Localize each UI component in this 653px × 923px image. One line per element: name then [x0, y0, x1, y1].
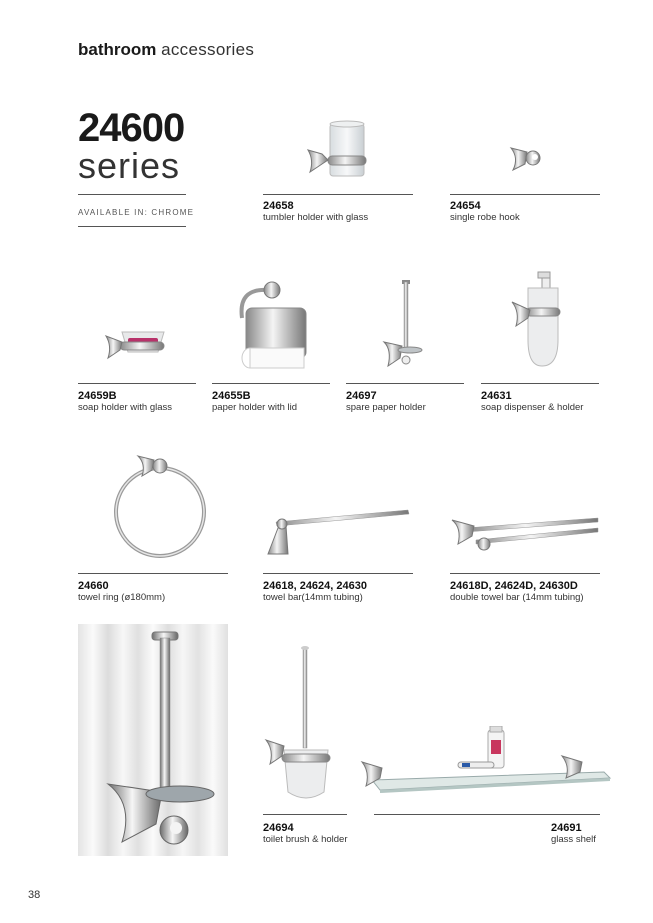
product-code-24654: 24654	[450, 200, 481, 212]
product-code-24659B: 24659B	[78, 390, 117, 402]
tumbler-holder-image	[300, 118, 380, 188]
rule-24618	[263, 573, 413, 574]
product-name-24654: single robe hook	[450, 212, 520, 223]
product-name-24660: towel ring (ø180mm)	[78, 592, 166, 603]
product-code-24691: 24691	[551, 822, 582, 834]
header-light: accessories	[161, 40, 255, 59]
product-code-24618D: 24618D, 24624D, 24630D	[450, 580, 578, 592]
rule-24691	[374, 814, 600, 815]
rule-24631	[481, 383, 599, 384]
rule-24658	[263, 194, 413, 195]
robe-hook-image	[505, 140, 545, 174]
series-word: series	[78, 145, 181, 186]
paper-holder-image	[228, 278, 312, 374]
glass-shelf-image	[358, 726, 612, 796]
rule-24655B	[212, 383, 330, 384]
toilet-brush-image	[264, 642, 344, 808]
towel-bar-image	[264, 504, 414, 558]
product-name-24631: soap dispenser & holder	[481, 402, 584, 413]
product-code-24631: 24631	[481, 390, 512, 402]
rule-24654	[450, 194, 600, 195]
product-name-24618D: double towel bar (14mm tubing)	[450, 592, 584, 603]
rule-24659B	[78, 383, 196, 384]
series-number: 24600	[78, 106, 185, 150]
product-code-24655B: 24655B	[212, 390, 251, 402]
towel-ring-image	[108, 452, 212, 562]
product-name-24658: tumbler holder with glass	[263, 212, 369, 223]
product-code-24694: 24694	[263, 822, 294, 834]
double-towel-bar-image	[448, 510, 600, 556]
rule-24697	[346, 383, 464, 384]
product-name-24691: glass shelf	[551, 834, 596, 845]
product-code-24697: 24697	[346, 390, 377, 402]
soap-holder-image	[102, 324, 172, 364]
product-code-24618: 24618, 24624, 24630	[263, 580, 367, 592]
product-name-24659B: soap holder with glass	[78, 402, 172, 413]
product-name-24694: toilet brush & holder	[263, 834, 348, 845]
section-header	[78, 40, 254, 60]
rule-24694	[263, 814, 347, 815]
availability-note: AVAILABLE IN: CHROME	[78, 208, 195, 217]
product-code-24658: 24658	[263, 200, 294, 212]
product-code-24660: 24660	[78, 580, 109, 592]
soap-dispenser-image	[508, 270, 564, 374]
spare-paper-holder-photo	[78, 624, 228, 856]
product-name-24697: spare paper holder	[346, 402, 426, 413]
product-name-24655B: paper holder with lid	[212, 402, 298, 413]
rule-24660	[78, 573, 228, 574]
page-number: 38	[28, 889, 41, 901]
spare-paper-holder-image	[378, 278, 428, 370]
rule-24618D	[450, 573, 600, 574]
header-bold: bathroom	[78, 40, 157, 59]
series-rule-bottom	[78, 226, 186, 227]
series-rule-top	[78, 194, 186, 195]
product-name-24618: towel bar(14mm tubing)	[263, 592, 363, 603]
